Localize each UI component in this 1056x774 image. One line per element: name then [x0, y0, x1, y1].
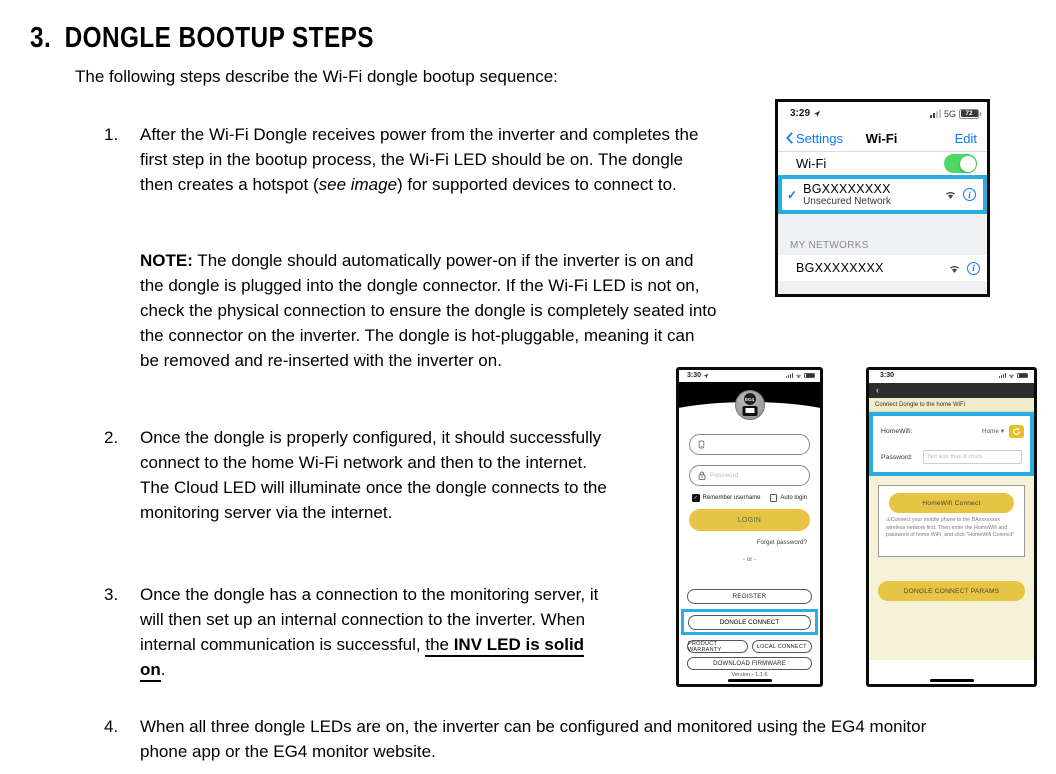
back-button[interactable]: ‹ — [876, 385, 879, 395]
register-button[interactable]: REGISTER — [687, 589, 812, 604]
refresh-icon — [1012, 427, 1021, 436]
signal-bars-icon — [930, 109, 941, 118]
status-time: 3:30 — [687, 372, 702, 379]
my-networks-header: MY NETWORKS — [790, 240, 869, 251]
signal-bars-icon — [999, 373, 1006, 378]
step-4 — [104, 714, 960, 764]
page-title-bar: Connect Dongle to the home WiFi — [869, 398, 1034, 412]
phone-icon — [698, 439, 705, 450]
chevron-left-icon — [786, 132, 793, 144]
step-4-number: 4. — [104, 717, 119, 736]
battery-icon — [1017, 373, 1028, 379]
step-2-text: Once the dongle is properly configured, it should successfully connect to the home Wi-Fi network and then to the internet. The Cloud LED will illuminate once the dongle connects to the monitoring server via the internet. — [140, 428, 607, 522]
or-divider: - or - — [742, 556, 757, 563]
username-field[interactable] — [689, 434, 810, 455]
dongle-connect-highlight — [681, 609, 818, 635]
wifi-toggle-label: Wi-Fi — [796, 156, 827, 171]
homewifi-connect-card — [878, 485, 1025, 557]
circled-one-icon: ① — [886, 517, 891, 523]
note-paragraph: NOTE: The dongle should automatically power-on if the inverter is on and the dongle is plugged into the dongle connector. If the Wi-Fi LED is not on, check the physical connection to ensure the dongle is completely seated into the connector on the inverter. The dongle is hot-pluggable, meaning it can be removed and re-inserted with the inverter on. — [140, 251, 717, 370]
status-bar — [790, 108, 979, 119]
checkmark-icon: ✓ — [787, 187, 798, 202]
local-connect-button[interactable]: LOCAL CONNECT — [752, 640, 813, 653]
eg4-logo — [735, 390, 765, 420]
status-time: 3:29 — [790, 108, 811, 119]
battery-icon — [959, 109, 979, 119]
info-button[interactable]: i — [963, 188, 976, 201]
dongle-connect-params-button[interactable]: DONGLE CONNECT PARAMS — [878, 581, 1025, 601]
status-time: 3:30 — [880, 372, 895, 379]
status-bar — [687, 372, 815, 379]
home-indicator — [728, 679, 772, 682]
step-3 — [104, 582, 610, 682]
password-label: Password: — [881, 453, 913, 461]
password-placeholder: Password — [710, 472, 739, 479]
network-name: BGXXXXXXXX — [796, 261, 884, 275]
networks-section — [778, 214, 987, 294]
wifi-toggle[interactable] — [944, 154, 977, 173]
step-4-text: When all three dongle LEDs are on, the inverter can be configured and monitored using the EG4 monitor phone app or the EG4 monitor website. — [140, 717, 927, 761]
selected-network-row[interactable] — [778, 175, 987, 214]
homewifi-label: HomeWifi: — [881, 428, 913, 435]
wifi-icon — [948, 263, 961, 274]
app-version: Version - 1.1.6 — [731, 672, 768, 678]
note-label: NOTE: — [140, 251, 193, 270]
password-input[interactable] — [923, 450, 1022, 464]
battery-percent: 72 — [961, 110, 978, 117]
auto-login-checkbox[interactable]: Auto login — [770, 494, 807, 502]
section-title: DONGLE BOOTUP STEPS — [64, 22, 374, 54]
network-type-label: 5G — [943, 108, 956, 119]
homewifi-row — [881, 425, 1024, 438]
info-button[interactable]: i — [967, 262, 980, 275]
connect-body — [869, 476, 1034, 684]
step-3-number: 3. — [104, 585, 119, 604]
see-image-italic: see image — [318, 175, 398, 194]
dongle-connect-screenshot — [866, 367, 1037, 687]
inverter-glyph — [742, 406, 757, 416]
connect-instructions: ①Connect your mobile phone to the BAxxxxxxxx wireless network first. Then enter the HomeWifi and password of home WiFi, and click "HomeWifi Connect" — [886, 517, 1015, 539]
section-heading — [30, 22, 374, 55]
underlined-phrase: the INV LED is solid on — [140, 635, 584, 682]
intro-text: The following steps describe the Wi-Fi dongle bootup sequence: — [75, 67, 558, 86]
network-subtitle: Unsecured Network — [803, 195, 891, 207]
nav-bar — [869, 383, 1034, 398]
wifi-icon — [1008, 373, 1015, 379]
status-bar — [880, 372, 1028, 379]
step-2-number: 2. — [104, 428, 119, 447]
password-row — [881, 450, 1022, 464]
nav-bar — [786, 128, 977, 148]
checked-checkbox-icon: ✓ — [693, 494, 698, 501]
battery-icon — [804, 373, 815, 379]
forgot-password-link[interactable]: Forget password? — [756, 539, 807, 546]
app-login-screenshot — [676, 367, 823, 687]
step-1 — [104, 122, 715, 197]
signal-bars-icon — [786, 373, 793, 378]
step-2 — [104, 425, 610, 525]
back-button[interactable]: Settings — [786, 131, 843, 146]
network-row[interactable] — [778, 255, 987, 281]
edit-button[interactable]: Edit — [954, 130, 977, 146]
credentials-highlight — [869, 412, 1034, 476]
wifi-toggle-row — [778, 151, 987, 175]
wifi-icon — [795, 373, 802, 379]
product-warranty-button[interactable]: PRODUCT WARRANTY — [687, 640, 748, 653]
wifi-icon — [944, 189, 957, 200]
location-arrow-icon — [703, 373, 709, 379]
secondary-buttons-row — [687, 640, 812, 653]
dongle-connect-button[interactable]: DONGLE CONNECT — [688, 615, 811, 630]
location-arrow-icon — [813, 110, 821, 118]
section-number: 3. — [30, 22, 52, 54]
step-1-number: 1. — [104, 125, 119, 144]
chevron-down-icon: ▾ — [1000, 428, 1004, 435]
refresh-button[interactable] — [1009, 425, 1024, 438]
login-options — [692, 494, 807, 502]
eg4-logo-text: EG4 — [744, 393, 756, 405]
step-1-text: After the Wi-Fi Dongle receives power from the inverter and completes the first step in the bootup process, the Wi-Fi LED should be on. The dongle then creates a hotspot (see image) for supported devices to connect to. — [140, 125, 699, 194]
remember-username-checkbox[interactable]: ✓ Remember username — [693, 494, 761, 501]
login-button[interactable]: LOGIN — [689, 509, 810, 531]
unchecked-checkbox-icon — [770, 494, 778, 502]
homewifi-connect-button[interactable]: HomeWifi Connect — [889, 493, 1014, 513]
nav-title: Wi-Fi — [865, 130, 898, 146]
home-indicator — [930, 679, 974, 682]
password-placeholder: Not less than 8 chars — [928, 454, 983, 460]
lock-icon — [698, 470, 706, 481]
network-name: BGXXXXXXXX — [803, 181, 891, 196]
step-3-text: Once the dongle has a connection to the monitoring server, it will then set up an internal connection to the inverter. When internal communication is successful, the INV LED is solid on. — [140, 582, 610, 682]
download-firmware-button[interactable]: DOWNLOAD FIRMWARE — [687, 657, 812, 670]
homewifi-dropdown[interactable]: Home ▾ — [982, 428, 1004, 435]
wifi-settings-screenshot — [775, 99, 990, 297]
password-field[interactable] — [689, 465, 810, 486]
